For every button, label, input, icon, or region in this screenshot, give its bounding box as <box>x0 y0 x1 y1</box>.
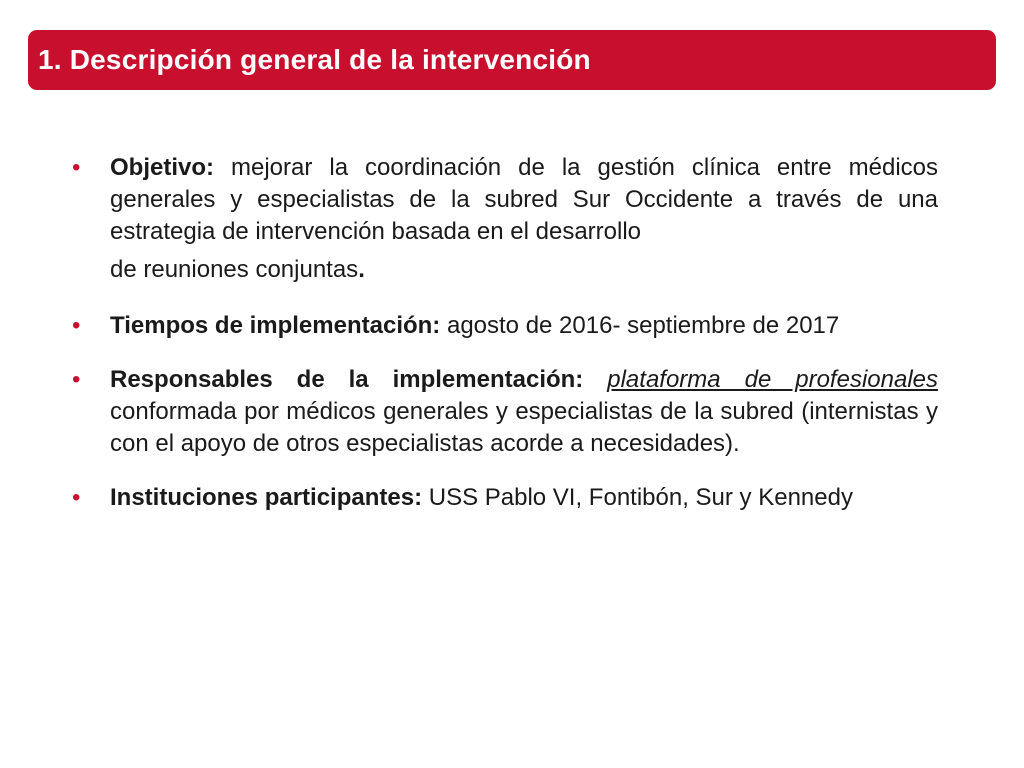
bullet-last-line-text: de reuniones conjuntas <box>110 256 359 283</box>
bullet-label: Tiempos de implementación: <box>110 312 441 339</box>
bullet-body: conformada por médicos generales y especialistas de la subred (internistas y con el apoyo de otros especialistas acorde a necesidades). <box>110 398 938 457</box>
bullet-icon: • <box>72 312 81 339</box>
bullet-responsables-text <box>110 364 938 460</box>
bullet-label: Objetivo: <box>110 154 215 181</box>
bullet-end-mark: . <box>358 256 365 283</box>
title-bar <box>28 30 996 90</box>
bullet-body: agosto de 2016- septiembre de 2017 <box>440 312 840 339</box>
bullet-list <box>72 152 938 538</box>
bullet-body: USS Pablo VI, Fontibón, Sur y Kennedy <box>422 484 853 511</box>
bullet-instituciones <box>72 482 938 514</box>
bullet-underlined-term: plataforma de profesionales <box>607 366 938 393</box>
bullet-icon: • <box>72 484 81 511</box>
bullet-objetivo-text <box>110 152 938 286</box>
bullet-responsables <box>72 364 938 460</box>
bullet-objetivo <box>72 152 938 286</box>
bullet-tiempos-text <box>110 310 938 342</box>
bullet-instituciones-text <box>110 482 938 514</box>
bullet-label: Instituciones participantes: <box>110 484 423 511</box>
bullet-label: Responsables de la implementación: <box>110 366 584 393</box>
bullet-icon: • <box>72 366 81 393</box>
bullet-tiempos <box>72 310 938 342</box>
page-title: 1. Descripción general de la intervención <box>38 44 591 75</box>
bullet-icon: • <box>72 154 81 181</box>
bullet-last-line <box>110 254 938 286</box>
bullet-body: mejorar la coordinación de la gestión clínica entre médicos generales y especialistas de la subred Sur Occidente a través de una estrategia de intervención basada en el desarrollo <box>110 154 938 245</box>
